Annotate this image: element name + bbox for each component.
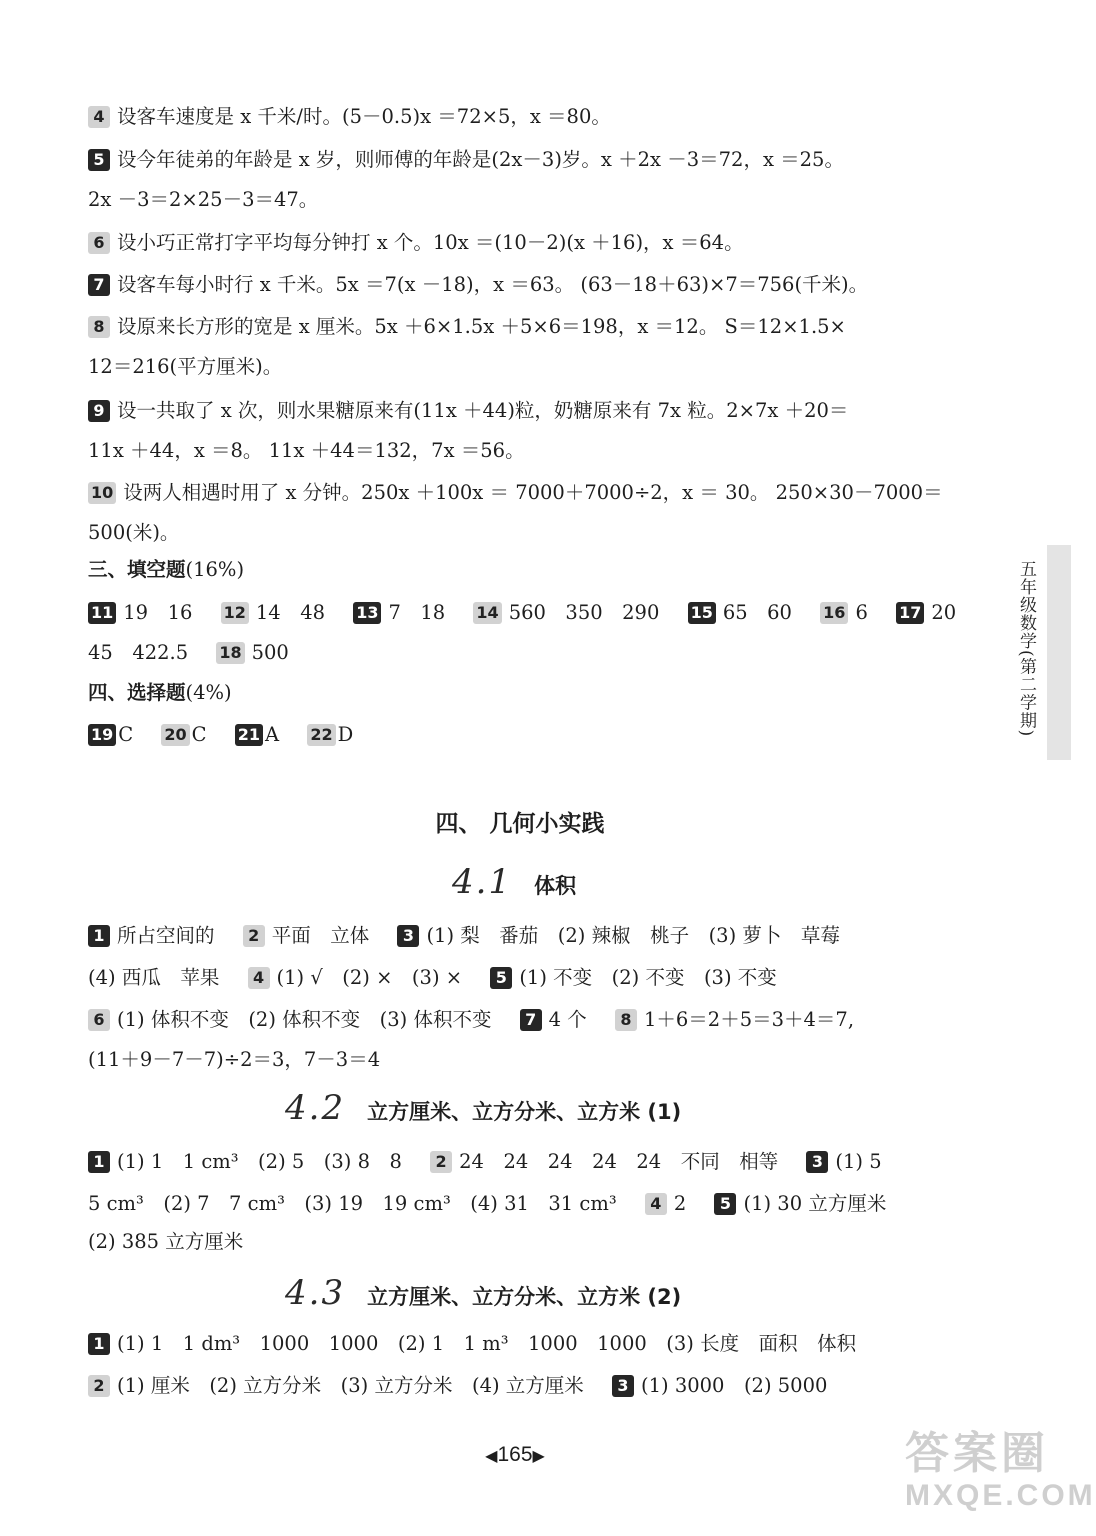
- answer-text: (1) 体积不变 (2) 体积不变 (3) 体积不变: [117, 1008, 492, 1031]
- answer-badge: 8: [615, 1009, 637, 1031]
- answer-text: 24 24 24 24 24 不同 相等: [459, 1150, 779, 1173]
- answer-9: [88, 396, 848, 426]
- answer-badge: 3: [612, 1375, 634, 1397]
- answer-badge: 3: [397, 925, 419, 947]
- answer-badge: 7: [520, 1009, 542, 1031]
- answer-text: 500(米)。: [88, 521, 180, 544]
- answer-badge: 22: [307, 724, 335, 746]
- answer-5: [88, 145, 844, 175]
- answer-text: 20: [931, 601, 957, 624]
- answer-text: (1) 不变 (2) 不变 (3) 不变: [519, 966, 777, 989]
- answer-text: 560 350 290: [508, 601, 660, 624]
- answer-4: [88, 102, 611, 132]
- lesson-4-3-row-1: [88, 1329, 856, 1359]
- answer-text: D: [337, 723, 354, 746]
- section-fill-in-title: [88, 555, 244, 585]
- answer-text: 设客车每小时行 x 千米。5x ＝7(x －18)，x ＝63。 (63－18＋63)×7＝756(千米)。: [117, 273, 869, 296]
- answer-badge: 15: [688, 602, 716, 624]
- fill-in-row-2: [88, 638, 289, 668]
- answer-text: (1) 厘米 (2) 立方分米 (3) 立方分米 (4) 立方厘米: [117, 1374, 584, 1397]
- section-percent: (16%): [185, 558, 245, 581]
- answer-badge: 5: [490, 967, 512, 989]
- answer-text: 设客车速度是 x 千米/时。(5－0.5)x ＝72×5，x ＝80。: [117, 105, 611, 128]
- answer-badge: 21: [235, 724, 263, 746]
- answer-badge: 5: [88, 149, 110, 171]
- answer-text: (1) 梨 番茄 (2) 辣椒 桃子 (3) 萝卜 草莓: [426, 924, 840, 947]
- section-title: 四、选择题: [88, 681, 186, 704]
- answer-text: 500: [251, 641, 289, 664]
- answer-badge: 12: [221, 602, 249, 624]
- answer-badge: 4: [88, 106, 110, 128]
- answer-text: 7 18: [388, 601, 446, 624]
- page-number: [0, 1443, 1030, 1467]
- answer-text: 4 个: [548, 1008, 587, 1031]
- answer-text: 14 48: [255, 601, 326, 624]
- answer-text: 19 16: [123, 601, 193, 624]
- lesson-title: 体积: [534, 874, 577, 898]
- answer-text: (1) √ (2) × (3) ×: [276, 966, 463, 989]
- answer-10: [88, 478, 943, 508]
- side-book-title: 五年级数学(第二学期): [1016, 560, 1036, 738]
- answer-badge: 18: [216, 642, 244, 664]
- answer-badge: 1: [88, 1333, 110, 1355]
- answer-10-continued: [88, 518, 179, 548]
- lesson-4-1-row-3: [88, 1005, 854, 1035]
- chapter-title: 四、 几何小实践: [435, 811, 605, 837]
- answer-text: 设原来长方形的宽是 x 厘米。5x ＋6×1.5x ＋5×6＝198，x ＝12。 S＝12×1.5×: [117, 315, 846, 338]
- answer-text: (1) 30 立方厘米: [743, 1192, 887, 1215]
- answer-badge: 10: [88, 482, 116, 504]
- answer-badge: 4: [248, 967, 270, 989]
- answer-text: (2) 385 立方厘米: [88, 1230, 244, 1253]
- lesson-4-1-row-2: [88, 963, 777, 993]
- answer-text: 45 422.5: [88, 641, 189, 664]
- lesson-4-2-row-3: [88, 1227, 243, 1257]
- answer-text: 11x ＋44，x ＝8。 11x ＋44＝132，7x ＝56。: [88, 439, 525, 462]
- answer-badge: 6: [88, 232, 110, 254]
- answer-badge: 9: [88, 400, 110, 422]
- answer-badge: 17: [896, 602, 924, 624]
- answer-text: 所占空间的: [117, 924, 215, 947]
- answer-badge: 7: [88, 274, 110, 296]
- answer-badge: 16: [820, 602, 848, 624]
- lesson-4-1-heading: [452, 862, 576, 902]
- lesson-4-3-heading: [285, 1273, 681, 1313]
- answer-text: 65 60: [722, 601, 792, 624]
- lesson-4-3-row-2: [88, 1371, 827, 1401]
- answer-text: 2x －3＝2×25－3＝47。: [88, 188, 319, 211]
- section-title: 三、填空题: [88, 558, 186, 581]
- lesson-4-1-row-1: [88, 921, 840, 951]
- left-triangle-icon: ◀: [485, 1448, 498, 1465]
- fill-in-row-1: [88, 598, 956, 628]
- answer-badge: 4: [645, 1193, 667, 1215]
- answer-badge: 20: [161, 724, 189, 746]
- answer-text: (11＋9－7－7)÷2＝3，7－3＝4: [88, 1048, 381, 1071]
- answer-badge: 13: [353, 602, 381, 624]
- answer-badge: 8: [88, 316, 110, 338]
- answer-badge: 14: [473, 602, 501, 624]
- answer-8-continued: [88, 352, 282, 382]
- answer-badge: 11: [88, 602, 116, 624]
- lesson-number: 4.2: [285, 1088, 346, 1128]
- answer-badge: 3: [806, 1151, 828, 1173]
- answer-9-continued: [88, 436, 525, 466]
- answer-5-continued: [88, 185, 318, 215]
- answer-text: 设两人相遇时用了 x 分钟。250x ＋100x ＝ 7000＋7000÷2，x ＝ 30。 250×30－7000＝: [123, 481, 943, 504]
- answer-text: (1) 1 1 cm³ (2) 5 (3) 8 8: [117, 1150, 402, 1173]
- section-choice-title: [88, 678, 232, 708]
- answer-text: C: [191, 723, 207, 746]
- answer-text: (1) 1 1 dm³ 1000 1000 (2) 1 1 m³ 1000 1000 (3) 长度 面积 体积: [117, 1332, 857, 1355]
- watermark: [905, 1428, 1096, 1512]
- watermark-url: MXQE.COM: [905, 1479, 1096, 1512]
- answer-6: [88, 228, 744, 258]
- answer-text: 12＝216(平方厘米)。: [88, 355, 283, 378]
- answer-badge: 19: [88, 724, 116, 746]
- answer-text: C: [118, 723, 134, 746]
- answer-badge: 6: [88, 1009, 110, 1031]
- answer-8: [88, 312, 846, 342]
- answer-badge: 1: [88, 925, 110, 947]
- answer-text: 6: [855, 601, 868, 624]
- answer-text: 2: [673, 1192, 687, 1215]
- answer-text: 1＋6＝2＋5＝3＋4＝7,: [643, 1008, 855, 1031]
- answer-text: (1) 3000 (2) 5000: [641, 1374, 828, 1397]
- answer-badge: 2: [430, 1151, 452, 1173]
- lesson-number: 4.1: [452, 862, 513, 902]
- lesson-4-2-heading: [285, 1088, 681, 1128]
- choice-row: [88, 720, 353, 750]
- answer-text: 5 cm³ (2) 7 7 cm³ (3) 19 19 cm³ (4) 31 31 cm³: [88, 1192, 617, 1215]
- side-tab: [1047, 545, 1071, 760]
- answer-text: A: [265, 723, 280, 746]
- right-triangle-icon: ▶: [532, 1448, 545, 1465]
- lesson-title: 立方厘米、立方分米、立方米 (1): [367, 1100, 682, 1124]
- answer-badge: 2: [243, 925, 265, 947]
- answer-badge: 5: [714, 1193, 736, 1215]
- answer-badge: 1: [88, 1151, 110, 1173]
- answer-text: 设小巧正常打字平均每分钟打 x 个。10x ＝(10－2)(x ＋16)，x ＝64。: [117, 231, 744, 254]
- lesson-4-2-row-2: [88, 1189, 886, 1219]
- answer-7: [88, 270, 868, 300]
- page-number-text: 165: [497, 1443, 533, 1466]
- answer-text: 平面 立体: [271, 924, 370, 947]
- watermark-text: 答案圈: [905, 1429, 1049, 1478]
- answer-text: 设一共取了 x 次，则水果糖原来有(11x ＋44)粒，奶糖原来有 7x 粒。2×7x ＋20＝: [117, 399, 849, 422]
- answer-text: 设今年徒弟的年龄是 x 岁，则师傅的年龄是(2x－3)岁。x ＋2x －3＝72，x ＝25。: [117, 148, 844, 171]
- answer-text: (1) 5: [835, 1150, 882, 1173]
- answer-badge: 2: [88, 1375, 110, 1397]
- lesson-4-2-row-1: [88, 1147, 882, 1177]
- answer-text: (4) 西瓜 苹果: [88, 966, 220, 989]
- lesson-4-1-row-4: [88, 1045, 380, 1075]
- lesson-title: 立方厘米、立方分米、立方米 (2): [367, 1285, 682, 1309]
- section-percent: (4%): [185, 681, 232, 704]
- lesson-number: 4.3: [285, 1273, 346, 1313]
